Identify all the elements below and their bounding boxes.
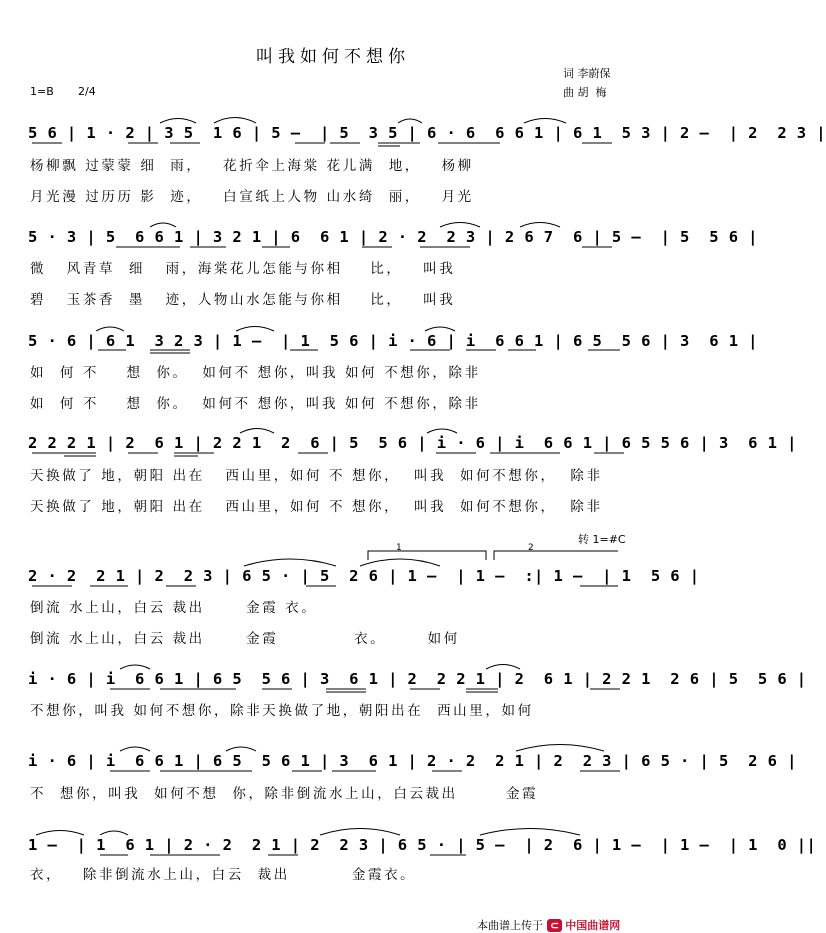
slur <box>427 429 457 433</box>
lyrics-system-4-verse-2: 天换做了 地，朝阳 出在 西山里，如何 不 想你， 叫我 如何不想你， 除非 <box>30 499 603 515</box>
slur <box>425 327 455 331</box>
slur <box>226 747 256 751</box>
lyrics-system-5-verse-2: 倒流 水上山，白云 裁出 金霞 衣。 如何 <box>30 631 460 647</box>
slur <box>100 831 128 835</box>
slur <box>96 327 124 331</box>
lyrics-system-2-verse-1: 微 风青草 细 雨，海棠花儿怎能与你相 比， 叫我 <box>30 261 456 277</box>
modulation-mark: 转 1=#C <box>578 533 626 546</box>
slur <box>120 747 150 751</box>
score-title: 叫我如何不想你 <box>256 47 410 67</box>
volta-label-1: 1 <box>396 543 402 553</box>
footer-upload-note <box>470 904 620 933</box>
lyrics-system-2-verse-2: 碧 玉茶香 墨 迹，人物山水怎能与你相 比， 叫我 <box>30 292 456 308</box>
time-signature: 2/4 <box>78 85 96 98</box>
notes-system-2: 5 · 3 | 5 6 6 1 | 3 2 1 | 6 6 1 | 2 · 2 2 3 | 2 6 7 6 | 5 – | 5 5 6 | <box>28 228 758 246</box>
slur <box>480 829 580 836</box>
slur <box>120 665 150 669</box>
notes-system-8: 1 – | 1 6 1 | 2 · 2 2 1 | 2 2 3 | 6 5 · | 5 – | 2 6 | 1 – | 1 – | 1 0 || <box>28 836 817 854</box>
slur <box>240 429 274 434</box>
key-signature: 1=B <box>30 85 54 98</box>
volta-bracket-2 <box>494 551 618 560</box>
slur <box>244 559 336 566</box>
slur <box>486 665 520 670</box>
site-logo-icon[interactable]: ⊂ <box>547 919 562 932</box>
notes-system-7: i · 6 | i 6 6 1 | 6 5 5 6 1 | 3 6 1 | 2 · 2 2 1 | 2 2 3 | 6 5 · | 5 2 6 | <box>28 752 797 770</box>
volta-label-2: 2 <box>528 543 534 553</box>
lyrics-system-3-verse-2: 如 何 不 想 你。 如何不 想你，叫我 如何 不想你，除非 <box>30 396 481 412</box>
slur <box>214 118 256 124</box>
slur <box>150 223 176 227</box>
slur <box>520 223 560 228</box>
slur <box>320 829 400 836</box>
slur <box>160 119 196 124</box>
lyrics-system-1-verse-1: 杨柳飘 过蒙蒙 细 雨， 花折伞上海棠 花儿满 地， 杨柳 <box>30 158 474 174</box>
notes-system-6: i · 6 | i 6 6 1 | 6 5 5 6 | 3 6 1 | 2 2 2 1 | 2 6 1 | 2 2 1 2 6 | 5 5 6 | <box>28 670 807 688</box>
lyrics-system-7-verse-1: 不 想你，叫我 如何不想 你，除非倒流水上山，白云裁出 金霞 <box>30 786 539 802</box>
slur <box>516 745 604 752</box>
composer-credit: 曲 胡 梅 <box>563 86 607 99</box>
lyricist-credit: 词 李蔚保 <box>563 67 611 80</box>
footer-upload-text: 本曲谱上传于 <box>477 919 543 932</box>
notes-system-1: 5 6 | 1 · 2 | 3 5 1 6 | 5 – | 5 3 5 | 6 · 6 6 6 1 | 6 1 5 3 | 2 – | 2 2 3 | <box>28 124 826 142</box>
lyrics-system-3-verse-1: 如 何 不 想 你。 如何不 想你，叫我 如何 不想你，除非 <box>30 365 481 381</box>
slur <box>524 119 566 124</box>
slur <box>398 119 422 123</box>
slur <box>236 327 274 332</box>
lyrics-system-8-verse-1: 衣， 除非倒流水上山，白云 裁出 金霞衣。 <box>30 867 417 883</box>
slur <box>360 559 440 566</box>
notes-system-4: 2 2 2 1 | 2 6 1 | 2 2 1 2 6 | 5 5 6 | i · 6 | i 6 6 1 | 6 5 5 6 | 3 6 1 | <box>28 434 797 452</box>
site-name[interactable]: 中国曲谱网 <box>565 919 621 932</box>
slur <box>36 831 84 836</box>
lyrics-system-1-verse-2: 月光漫 过历历 影 迹， 白宣纸上人物 山水绮 丽， 月光 <box>30 189 474 205</box>
notes-system-5: 2 · 2 2 1 | 2 2 3 | 6 5 · | 5 2 6 | 1 – | 1 – :| 1 – | 1 5 6 | <box>28 567 700 585</box>
lyrics-system-6-verse-1: 不想你，叫我 如何不想你，除非天换做了地，朝阳出在 西山里，如何 <box>30 703 534 719</box>
volta-bracket-1 <box>368 551 486 560</box>
lyrics-system-5-verse-1: 倒流 水上山，白云 裁出 金霞 衣。 <box>30 600 318 616</box>
notes-system-3: 5 · 6 | 6 1 3 2 3 | 1 – | 1 5 6 | i · 6 | i 6 6 1 | 6 5 5 6 | 3 6 1 | <box>28 332 758 350</box>
slur <box>440 223 480 228</box>
lyrics-system-4-verse-1: 天换做了 地，朝阳 出在 西山里，如何 不 想你， 叫我 如何不想你， 除非 <box>30 468 603 484</box>
